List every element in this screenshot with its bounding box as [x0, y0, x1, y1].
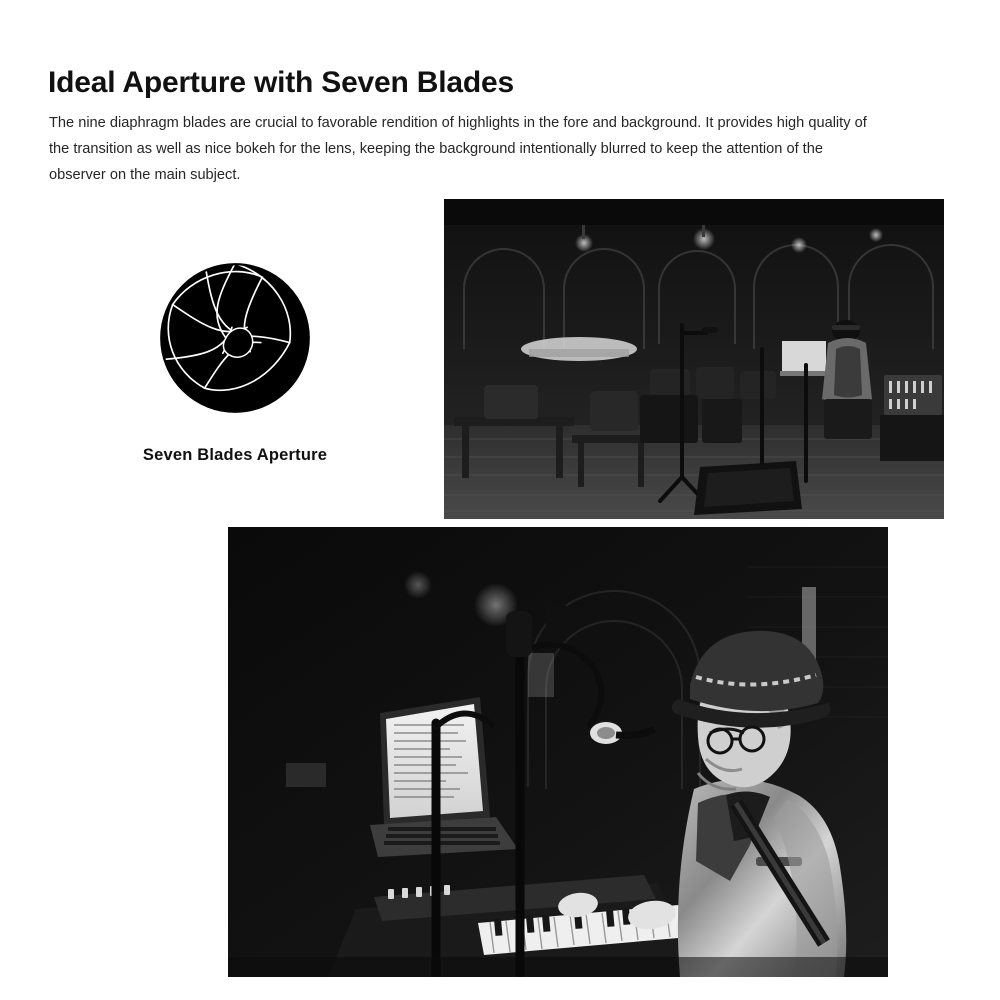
- aperture-feature-block: [110, 262, 360, 465]
- photo-musician-closeup: [228, 527, 888, 977]
- page-title: Ideal Aperture with Seven Blades: [48, 66, 514, 100]
- photo-stage-wide-shot: [444, 199, 944, 519]
- photo-musician-closeup-image: [228, 527, 888, 977]
- aperture-diaphragm-icon: [159, 262, 311, 414]
- photo-stage-wide-shot-image: [444, 199, 944, 519]
- body-paragraph: The nine diaphragm blades are crucial to favorable rendition of highlights in the fore and background. It provides high quality of the transition as well as nice bokeh for the lens, keeping the background intentionally blurred to keep the attention of the observer on the main subject.: [49, 114, 867, 183]
- aperture-caption: Seven Blades Aperture: [142, 446, 328, 464]
